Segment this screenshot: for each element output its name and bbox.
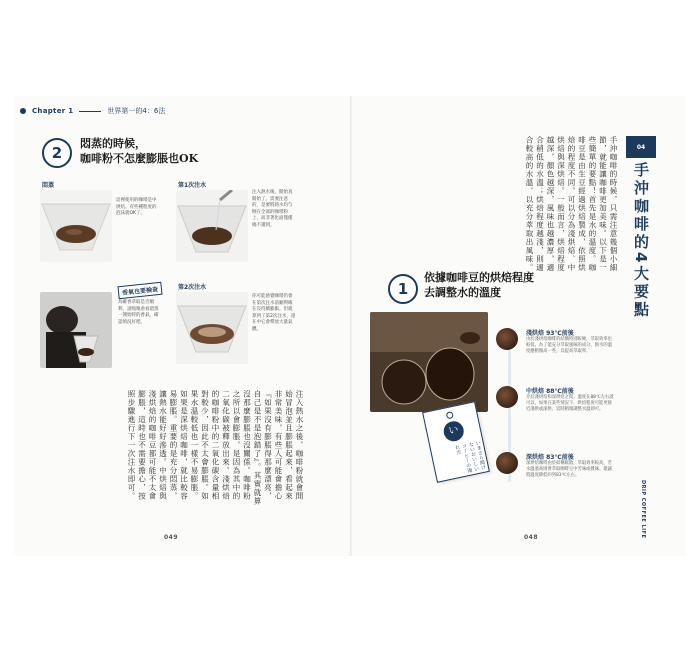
side-label: DRIP COFFEE LIFE xyxy=(640,480,646,539)
photo-note: 注入熱水後，開始真開始了。需要注意的，是要將熱水均勻倒在全部的咖啡粉上，而非著化面僅僅繞不讀到。 xyxy=(252,190,293,228)
roast-name: 深烘焙 83℃前後 xyxy=(526,454,574,461)
roast-desc: 介於淺烘焙和深烘焙之間。溫度在88℃左右就可以，如果在某些情況下，烘焙程度可能更接近淺烘或深烘，這時稍微調整水溫即可。 xyxy=(526,395,614,412)
coffee-bean-icon xyxy=(496,328,518,350)
roast-desc: 由於淺烘焙咖啡的結構特別較硬，萃取效率也較低。為了能充分萃取風味的成分，熱水的溫度應稍微高一些，以提高萃取率。 xyxy=(526,337,612,354)
body-text-left: 注入熱水之後，咖啡粉就會開始冒泡並且膨脹起來，看起來非常美味，有些人可能會擔心『如果沒有膨脹得那麼漂亮，自己是不是泡錯了』。其實就算沒那麼膨脹也沒關係。咖啡粉之所以會膨脹，是因為其中的二氧化碳被釋放出來。淺烘焙的咖啡粉中的二氧化碳含量相對較少，因此不太會膨脹。如果水溫較低也一樣不易膨脹。如果是深烘焙咖啡，就比較容易膨脹。重要的是充分悶蒸，讓熱水能好好滲透。中烘焙與淺烘焙的咖啡豆都可能不太會膨脹，這時也不需要擔心，按照步驟進行下一次注水即可。 xyxy=(127,390,304,506)
header-rule xyxy=(79,111,101,112)
photo-note: 你可能感覺咖啡仍會在第次注水前順利確在沒持續膨脹。但就算到了第2次注水，還在中它會釋放大量氣體。 xyxy=(252,294,296,332)
page-number-left: 049 xyxy=(164,534,179,541)
title-line-1: 悶蒸的時候， xyxy=(80,137,146,150)
page-number-right: 048 xyxy=(524,534,539,541)
section-title: 手沖咖啡的4大要點 xyxy=(632,162,650,320)
pouring-image xyxy=(176,190,248,262)
coffee-servers-image xyxy=(370,312,488,412)
photo-note: 為確香草取是否順利，請嗅嗅看看悶蒸一開始時的香氣，確認情況好吧。 xyxy=(118,300,159,325)
tag-glyph: い xyxy=(442,419,466,443)
subtitle-line-1: 依據咖啡豆的烘焙程度 xyxy=(424,271,534,284)
photo-caption-label: 悶蒸 xyxy=(42,182,55,189)
roast-desc: 深烘焙咖啡由於結構鬆散，萃取效率較高，若水溫過高則會萃取咖啡豆中苦味或雜味。建議將溫度降低約到83℃左右。 xyxy=(526,461,612,478)
photo-caption-label: 第2次注水 xyxy=(178,284,207,291)
page-gutter xyxy=(350,96,352,556)
second-pour-image xyxy=(176,292,248,364)
bullet-icon xyxy=(20,108,26,114)
roast-name: 淺烘焙 93℃前後 xyxy=(526,330,574,337)
aroma-tag-label: 香氣也要檢查 xyxy=(117,282,162,300)
tag-text: いまさら聞けないおいしいコーヒーの淹れ方 xyxy=(453,439,487,474)
step-number-circle: 1 xyxy=(388,274,418,304)
section-subtitle xyxy=(424,270,534,300)
photo-blooming xyxy=(40,190,112,262)
photo-coffee-servers xyxy=(370,312,488,412)
step-number-circle: 2 xyxy=(42,138,72,168)
tag-hole xyxy=(446,411,454,419)
coffee-bean-icon xyxy=(496,386,518,408)
section-number-banner: 04 xyxy=(626,136,656,158)
chapter-subtitle: 世界第一的4：6法 xyxy=(107,107,166,115)
coffee-bean-icon xyxy=(496,452,518,474)
photo-caption-label: 第1次注水 xyxy=(178,182,207,189)
bookmark-tag xyxy=(422,401,490,483)
page-title xyxy=(80,136,198,166)
dripper-image xyxy=(40,190,112,262)
subtitle-line-2: 去調整水的溫度 xyxy=(424,286,501,299)
book-spread xyxy=(14,96,686,556)
photo-note: 這裡使用的咖啡是中烘焙。有些種程度的泡沫就OK了。 xyxy=(116,198,157,216)
title-line-2: 咖啡粉不怎麼膨脹也OK xyxy=(80,152,199,165)
chapter-label: Chapter 1 xyxy=(32,107,74,115)
body-text-right-top: 手沖咖啡的時候，只需注意幾個小細節，就能讓咖啡更加美味。以下是一些簡單的要點！首先是水的溫度。咖啡豆是由生豆經過烘焙製成，依照烘焙的程度不同，可以分為淺烘焙、中烘焙與深烘焙。一般而言，烘焙程度越深，顏色越深，風味也越濃厚，適合稍低的水溫；烘焙程度越淺，則適合較高的水溫，以充分萃取出風味。 xyxy=(525,136,618,272)
photo-first-pour xyxy=(176,190,248,262)
person-smelling-image xyxy=(40,292,112,368)
photo-second-pour xyxy=(176,292,248,364)
roast-name: 中烘焙 88℃前後 xyxy=(526,388,574,395)
chapter-header xyxy=(20,106,165,116)
photo-aroma-check xyxy=(40,292,112,368)
